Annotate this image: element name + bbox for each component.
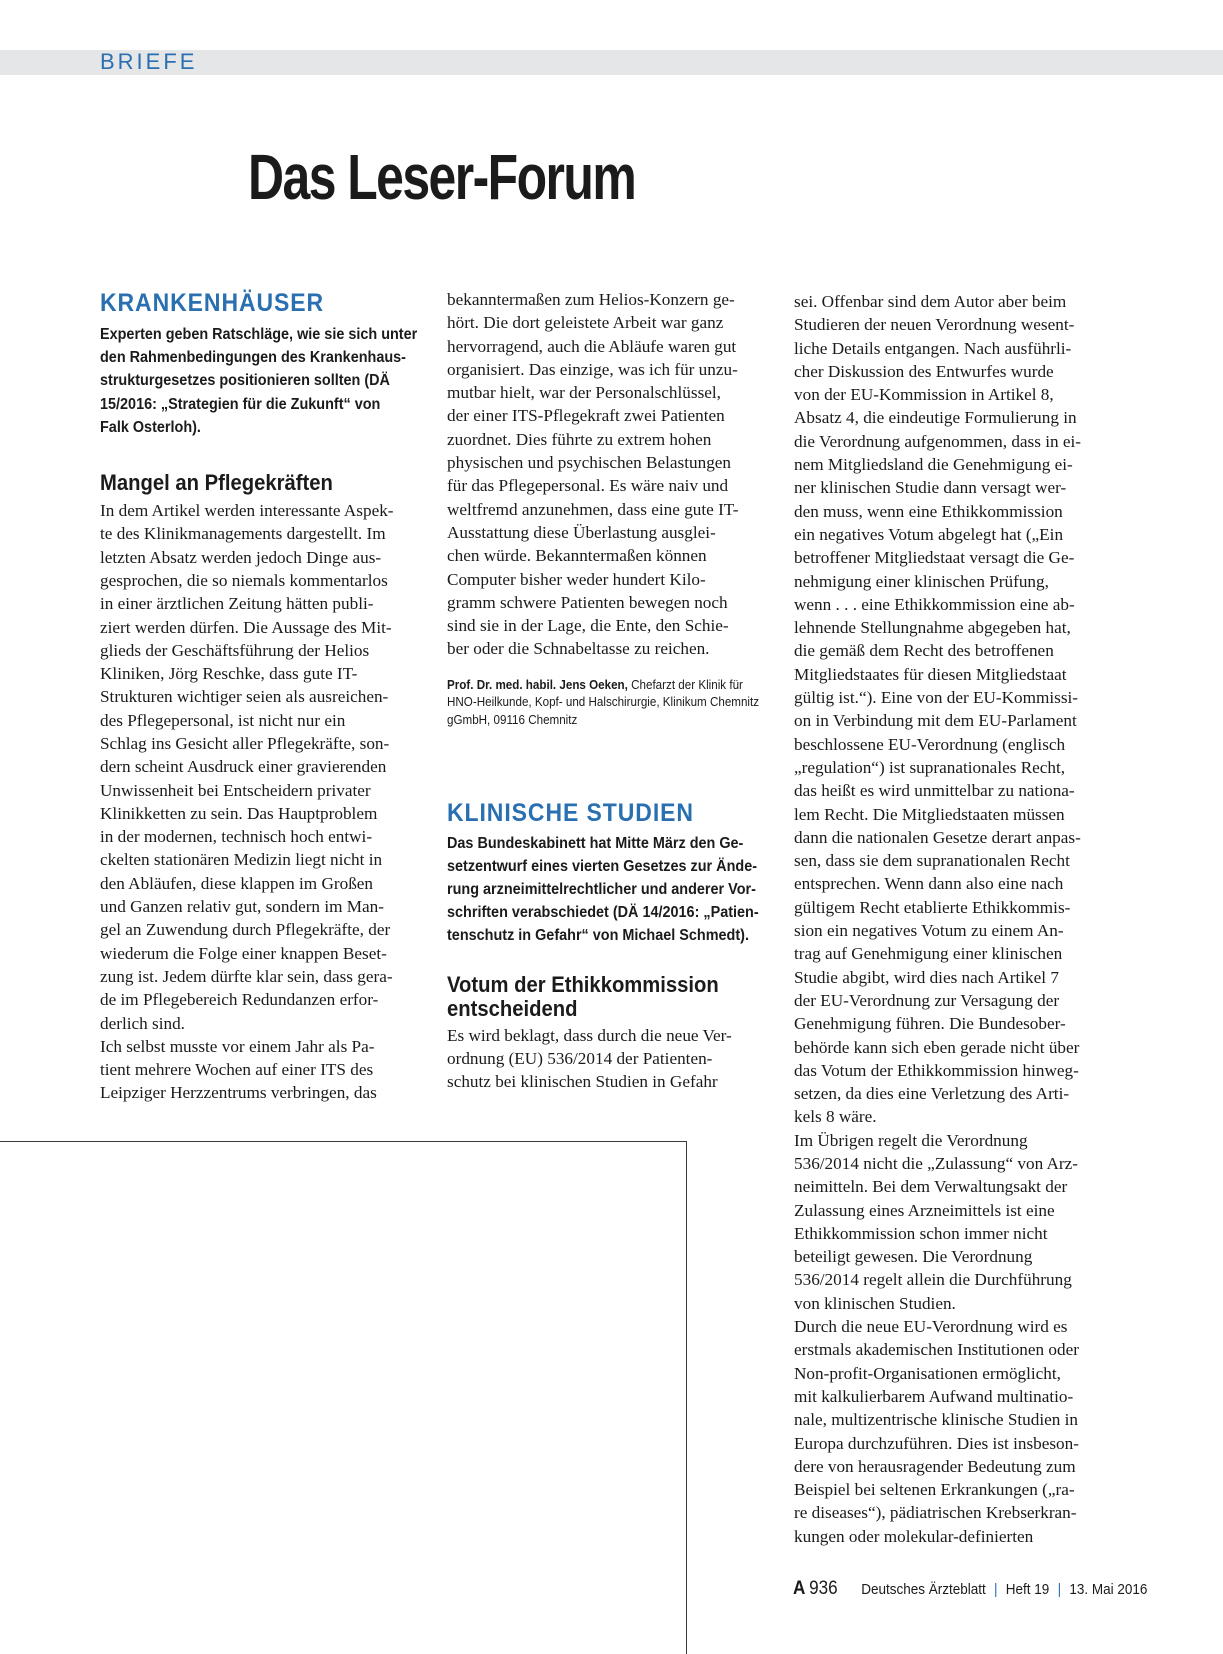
body-line: derlich sind. <box>100 1013 185 1033</box>
author-name: Prof. Dr. med. habil. Jens Oeken, <box>447 677 628 692</box>
body-line: sen, dass sie dem supranationalen Recht <box>794 851 1070 871</box>
signature-line: gGmbH, 09116 Chemnitz <box>447 712 578 727</box>
intro-line: schriften verabschiedet (DÄ 14/2016: „Patien- <box>447 904 759 922</box>
intro-line: setzentwurf eines vierten Gesetzes zur Ände- <box>447 857 758 875</box>
body-line: kels 8 wäre. <box>794 1107 877 1127</box>
body-line: 536/2014 nicht die „Zulassung“ von Arz- <box>794 1153 1079 1173</box>
letter-body <box>100 499 430 1105</box>
body-line: 536/2014 regelt allein die Durchführung <box>794 1270 1072 1290</box>
page-footer <box>793 1578 1147 1600</box>
body-line: lem Recht. Die Mitgliedstaaten müssen <box>794 804 1065 824</box>
body-line: Genehmigung führen. Die Bundesober- <box>794 1014 1066 1034</box>
body-line: gültig ist.“). Eine von der EU-Kommissi- <box>794 688 1079 708</box>
body-line: ziert werden dürfen. Die Aussage des Mit- <box>100 617 392 637</box>
body-line: wenn . . . eine Ethikkommission eine ab- <box>794 594 1075 614</box>
intro-line: rung arzneimittelrechtlicher und anderer Vor- <box>447 880 756 898</box>
signature-line: HNO-Heilkunde, Kopf- und Halschirurgie, Klinikum Chemnitz <box>447 695 760 710</box>
body-line: Durch die neue EU-Verordnung wird es <box>794 1317 1068 1337</box>
body-line: setzen, da dies eine Verletzung des Arti- <box>794 1084 1070 1104</box>
author-signature <box>447 677 773 730</box>
body-line: mit kalkulierbarem Aufwand multinatio- <box>794 1386 1074 1406</box>
body-line: ckelten stationären Medizin liegt nicht in <box>100 850 383 870</box>
body-line: die Verordnung aufgenommen, dass in ei- <box>794 431 1082 451</box>
body-line: betroffener Mitgliedstaat versagt die Ge- <box>794 548 1075 568</box>
intro-line: Das Bundeskabinett hat Mitte März den Ge- <box>447 834 744 852</box>
body-line: trag auf Genehmigung einer klinischen <box>794 944 1063 964</box>
page-title: Das Leser-Forum <box>248 141 636 213</box>
issue-date: 13. Mai 2016 <box>1069 1581 1148 1598</box>
body-line: für das Pflegepersonal. Es wäre naiv und <box>447 476 729 496</box>
body-line: dere von herausragender Bedeutung zum <box>794 1456 1076 1476</box>
body-line: Europa durchzuführen. Dies ist insbeson- <box>794 1433 1079 1453</box>
heading-line: entscheidend <box>447 995 578 1021</box>
body-line: mutbar hielt, war der Personalschlüssel, <box>447 383 721 403</box>
body-line: hervorragend, auch die Abläufe waren gut <box>447 336 737 356</box>
body-line: zuordnet. Dies führte zu extrem hohen <box>447 429 712 449</box>
intro-line: Experten geben Ratschläge, wie sie sich unter <box>100 326 418 343</box>
body-line: das heißt es wird unmittelbar zu nationa- <box>794 781 1075 801</box>
body-line: von klinischen Studien. <box>794 1293 956 1313</box>
body-line: gel an Zuwendung durch Pflegekräfte, der <box>100 920 391 940</box>
journal-name: Deutsches Ärzteblatt <box>861 1581 986 1598</box>
footer-separator: | <box>994 1581 998 1598</box>
body-line: Studie abgibt, wird dies nach Artikel 7 <box>794 967 1059 987</box>
body-line: nehmigung einer klinischen Prüfung, <box>794 571 1049 591</box>
body-line: gramm schwere Patienten bewegen noch <box>447 592 728 612</box>
body-line: Kliniken, Jörg Reschke, dass gute IT- <box>100 664 358 684</box>
column-3 <box>794 290 1124 1548</box>
letter-body-continued <box>794 290 1124 1548</box>
body-line: wiederum die Folge einer knappen Beset- <box>100 943 387 963</box>
rubric-krankenhaeuser: KRANKENHÄUSER <box>100 289 325 317</box>
intro-line: den Rahmenbedingungen des Krankenhaus- <box>100 349 406 367</box>
body-line: beschlossene EU-Verordnung (englisch <box>794 734 1066 754</box>
page-letter: A <box>793 1578 806 1599</box>
body-line: gültigem Recht etablierte Ethikkommis- <box>794 897 1071 917</box>
body-line: Non-profit-Organisationen ermöglicht, <box>794 1363 1061 1383</box>
body-line: ner klinischen Studie dann versagt wer- <box>794 478 1067 498</box>
body-line: in der modernen, technisch hoch entwi- <box>100 827 373 847</box>
body-line: behörde kann sich eben gerade nicht über <box>794 1037 1080 1057</box>
body-line: re diseases“), pädiatrischen Krebserkran- <box>794 1503 1077 1523</box>
body-line: Ausstattung diese Überlastung ausglei- <box>447 522 716 542</box>
body-line: nem Mitgliedsland die Genehmigung ei- <box>794 455 1073 475</box>
body-line: erstmals akademischen Institutionen oder <box>794 1340 1079 1360</box>
body-line: neimitteln. Bei dem Verwaltungsakt der <box>794 1177 1068 1197</box>
body-line: Leipziger Herzzentrums verbringen, das <box>100 1083 377 1103</box>
body-line: on in Verbindung mit dem EU-Parlament <box>794 711 1077 731</box>
body-line: und Ganzen relativ gut, sondern im Man- <box>100 897 384 917</box>
letter-body <box>447 1024 777 1094</box>
intro-line: Falk Osterloh). <box>100 418 201 436</box>
body-line: Absatz 4, die eindeutige Formulierung in <box>794 408 1077 428</box>
letter-body-continued <box>447 288 777 661</box>
body-line: In dem Artikel werden interessante Aspek- <box>100 501 394 521</box>
article-intro <box>100 323 430 439</box>
body-line: kungen oder molekular-definierten <box>794 1526 1034 1546</box>
body-line: te des Klinikmanagements dargestellt. Im <box>100 524 386 544</box>
body-line: ber oder die Schnabeltasse zu reichen. <box>447 639 710 659</box>
body-line: cher Diskussion des Entwurfes wurde <box>794 361 1054 381</box>
body-line: sind sie in der Lage, die Ente, den Schie- <box>447 616 729 636</box>
body-line: Klinikketten zu sein. Das Hauptproblem <box>100 803 378 823</box>
body-line: letzten Absatz werden jedoch Dinge aus- <box>100 547 382 567</box>
body-line: des Pflegepersonal, ist nicht nur ein <box>100 710 346 730</box>
body-line: schutz bei klinischen Studien in Gefahr <box>447 1072 718 1092</box>
footer-separator: | <box>1057 1581 1062 1598</box>
column-1 <box>100 288 430 1105</box>
body-line: dann die nationalen Gesetze derart anpas- <box>794 827 1081 847</box>
body-line: der einer ITS-Pflegekraft zwei Patienten <box>447 406 725 426</box>
rubric-klinische-studien: KLINISCHE STUDIEN <box>447 798 694 827</box>
body-line: der EU-Verordnung zur Versagung der <box>794 990 1060 1010</box>
body-line: „regulation“) ist supranationales Recht, <box>794 757 1066 777</box>
body-line: entsprechen. Wenn dann also eine nach <box>794 874 1064 894</box>
heading-line: Votum der Ethikkommission <box>447 971 719 997</box>
issue-number: Heft 19 <box>1005 1581 1050 1598</box>
intro-line: strukturgesetzes positionieren sollten (DÄ <box>100 372 390 390</box>
body-line: bekanntermaßen zum Helios-Konzern ge- <box>447 290 735 309</box>
body-line: lehnende Stellungnahme abgegeben hat, <box>794 618 1071 638</box>
body-line: dern scheint Ausdruck einer gravierenden <box>100 757 387 777</box>
body-line: in einer ärztlichen Zeitung hätten publi- <box>100 594 374 614</box>
body-line: Mitgliedstaates für diesen Mitgliedstaat <box>794 664 1067 684</box>
body-line: Computer bisher weder hundert Kilo- <box>447 569 706 589</box>
body-line: beteiligt gewesen. Die Verordnung <box>794 1247 1033 1267</box>
body-line: die gemäß dem Recht des betroffenen <box>794 641 1054 661</box>
body-line: Es wird beklagt, dass durch die neue Ver- <box>447 1025 732 1045</box>
body-line: Ethikkommission schon immer nicht <box>794 1223 1048 1243</box>
intro-line: 15/2016: „Strategien für die Zukunft“ von <box>100 395 381 413</box>
box-frame-top <box>0 1141 686 1142</box>
page-number: 936 <box>809 1578 838 1599</box>
body-line: Strukturen wichtiger seien als ausreichen- <box>100 687 389 707</box>
body-line: Schlag ins Gesicht aller Pflegekräfte, son- <box>100 733 390 753</box>
body-line: ordnung (EU) 536/2014 der Patienten- <box>447 1048 713 1068</box>
body-line: Im Übrigen regelt die Verordnung <box>794 1130 1028 1150</box>
body-line: von der EU-Kommission in Artikel 8, <box>794 385 1054 405</box>
body-line: glieds der Geschäftsführung der Helios <box>100 640 370 660</box>
body-line: sion ein negatives Votum zu einem An- <box>794 921 1064 941</box>
column-2 <box>447 288 777 1093</box>
body-line: physischen und psychischen Belastungen <box>447 453 732 473</box>
article-intro <box>447 832 777 948</box>
body-line: de im Pflegebereich Redundanzen erfor- <box>100 990 379 1010</box>
body-line: organisiert. Das einzige, was ich für unzu- <box>447 359 738 379</box>
body-line: hört. Die dort geleistete Arbeit war ganz <box>447 313 724 333</box>
body-line: Studieren der neuen Verordnung wesent- <box>794 315 1075 335</box>
intro-line: tenschutz in Gefahr“ von Michael Schmedt). <box>447 927 749 945</box>
body-line: gesprochen, die so niemals kommentarlos <box>100 570 388 590</box>
body-line: liche Details entgangen. Nach ausführli- <box>794 338 1072 358</box>
body-line: Unwissenheit bei Entscheidern privater <box>100 780 371 800</box>
body-line: Beispiel bei seltenen Erkrankungen („ra- <box>794 1480 1075 1500</box>
body-line: weltfremd anzunehmen, dass eine gute IT- <box>447 499 739 519</box>
section-label: BRIEFE <box>100 49 198 74</box>
body-line: chen würde. Bekanntermaßen können <box>447 546 707 566</box>
body-line: Ich selbst musste vor einem Jahr als Pa- <box>100 1036 375 1056</box>
body-line: ein negatives Votum abgelegt hat („Ein <box>794 524 1064 544</box>
letter-heading: Mangel an Pflegekräften <box>100 470 333 496</box>
letter-heading <box>447 973 778 1021</box>
body-line: Zulassung eines Arzneimittels ist eine <box>794 1200 1055 1220</box>
body-line: tient mehrere Wochen auf einer ITS des <box>100 1060 374 1080</box>
body-line: den Abläufen, diese klappen im Großen <box>100 873 374 893</box>
body-line: das Votum der Ethikkommission hinweg- <box>794 1060 1079 1080</box>
body-line: zung ist. Jedem dürfte klar sein, dass gera- <box>100 966 393 986</box>
author-affiliation: Chefarzt der Klinik für <box>627 677 743 692</box>
box-frame-right <box>686 1141 687 1654</box>
body-line: nale, multizentrische klinische Studien in <box>794 1410 1079 1430</box>
body-line: den muss, wenn eine Ethikkommission <box>794 501 1063 521</box>
body-line: sei. Offenbar sind dem Autor aber beim <box>794 292 1067 311</box>
signature-line <box>447 677 773 695</box>
